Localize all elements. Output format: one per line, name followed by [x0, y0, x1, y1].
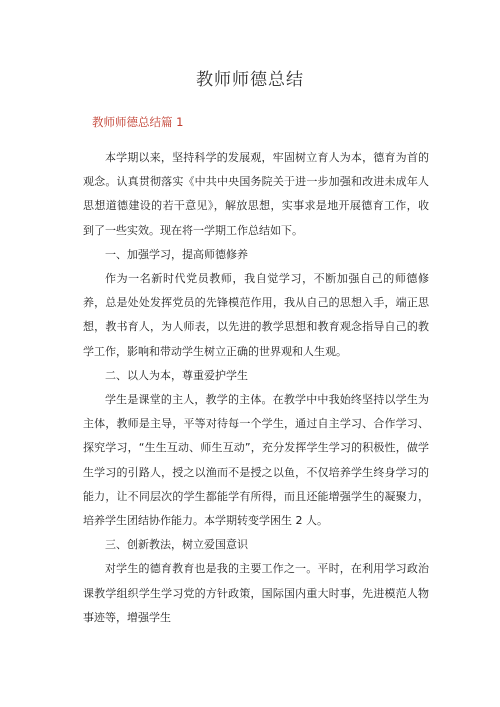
- section-1-paragraph: 作为一名新时代党员教师，我自觉学习，不断加强自己的师德修养，总是处处发挥党员的先锋模范作用，我从自己的思想入手，端正思想，教书育人，为人师表，以先进的教学思想和教育观念指导自己的教学工作，影响和带动学生树立正确的世界观和人生观。: [83, 272, 429, 358]
- section-heading-3: 三、创新教法，树立爱国意识: [105, 538, 248, 552]
- section-heading-1: 一、加强学习，提高师德修养: [105, 247, 248, 261]
- document-body: [83, 146, 429, 630]
- document-title: 教师师德总结: [196, 70, 304, 90]
- intro-paragraph: 本学期以来，坚持科学的发展观，牢固树立育人为本，德育为首的观念。认真贯彻落实《中共中央国务院关于进一步加强和改进未成年人思想道德建设的若干意见》，解放思想，实事求是地开展德育工作，收到了一些实效。现在将一学期工作总结如下。: [83, 151, 429, 237]
- section-heading-2: 二、以人为本，尊重爱护学生: [105, 368, 248, 382]
- section-2-paragraph: 学生是课堂的主人，教学的主体。在教学中中我始终坚持以学生为主体，教师是主导，平等对待每一个学生，通过自主学习、合作学习、探究学习，“生生互动、师生互动”，充分发挥学生学习的积极性，做学生学习的引路人，授之以渔而不是授之以鱼，不仅培养学生终身学习的能力，让不同层次的学生都能学有所得，而且还能增强学生的凝聚力，培养学生团结协作能力。本学期转变学困生 2 人。: [83, 393, 429, 528]
- document-subtitle: 教师师德总结篇 1: [92, 115, 184, 129]
- section-3-paragraph: 对学生的德育教育也是我的主要工作之一。平时，在利用学习政治课教学组织学生学习党的方针政策，国际国内重大时事，先进模范人物事迹等，增强学生: [83, 562, 429, 624]
